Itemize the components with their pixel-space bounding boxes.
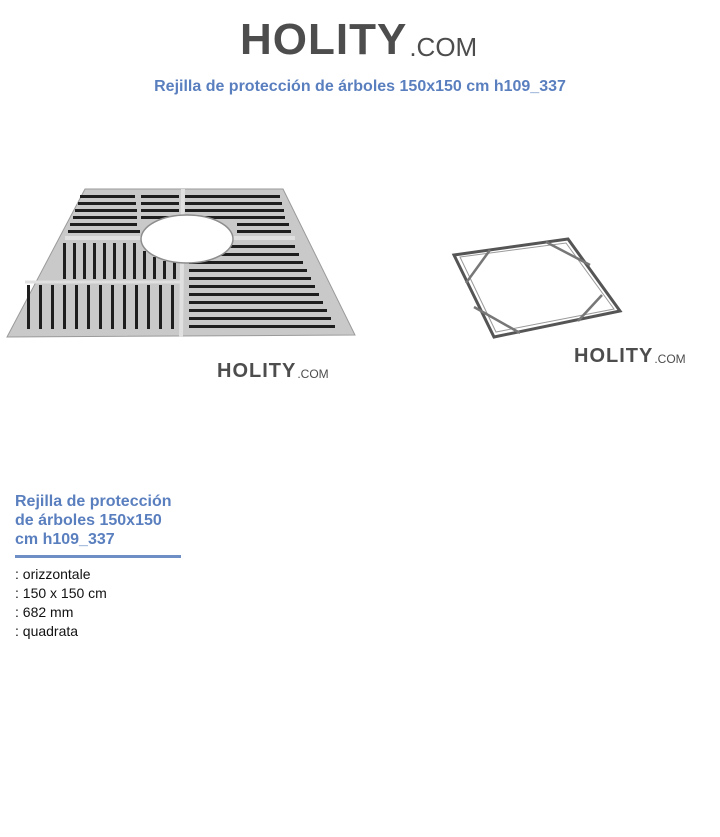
tree-grate-image <box>5 185 357 340</box>
grate-frame-image <box>450 235 625 343</box>
logo-suffix: .COM <box>297 367 329 381</box>
spec-dimensions: : 150 x 150 cm <box>15 585 107 601</box>
product-title: Rejilla de protección de árboles 150x150 cm h109_337 <box>15 492 181 558</box>
logo-suffix: .COM <box>654 352 686 366</box>
spec-list <box>15 565 107 641</box>
spec-shape: : quadrata <box>15 623 79 639</box>
holity-logo <box>240 15 478 64</box>
logo-wordmark: HOLITY <box>217 360 297 382</box>
spec-orientation: : orizzontale <box>15 566 91 582</box>
logo-suffix: .COM <box>409 32 478 62</box>
page-title: Rejilla de protección de árboles 150x150 cm h109_337 <box>154 78 566 95</box>
logo-wordmark: HOLITY <box>574 345 654 367</box>
photo-1-logo <box>217 361 329 381</box>
spec-hole-diameter: : 682 mm <box>15 604 74 620</box>
photo-2-logo <box>574 346 686 366</box>
logo-wordmark: HOLITY <box>240 15 408 64</box>
